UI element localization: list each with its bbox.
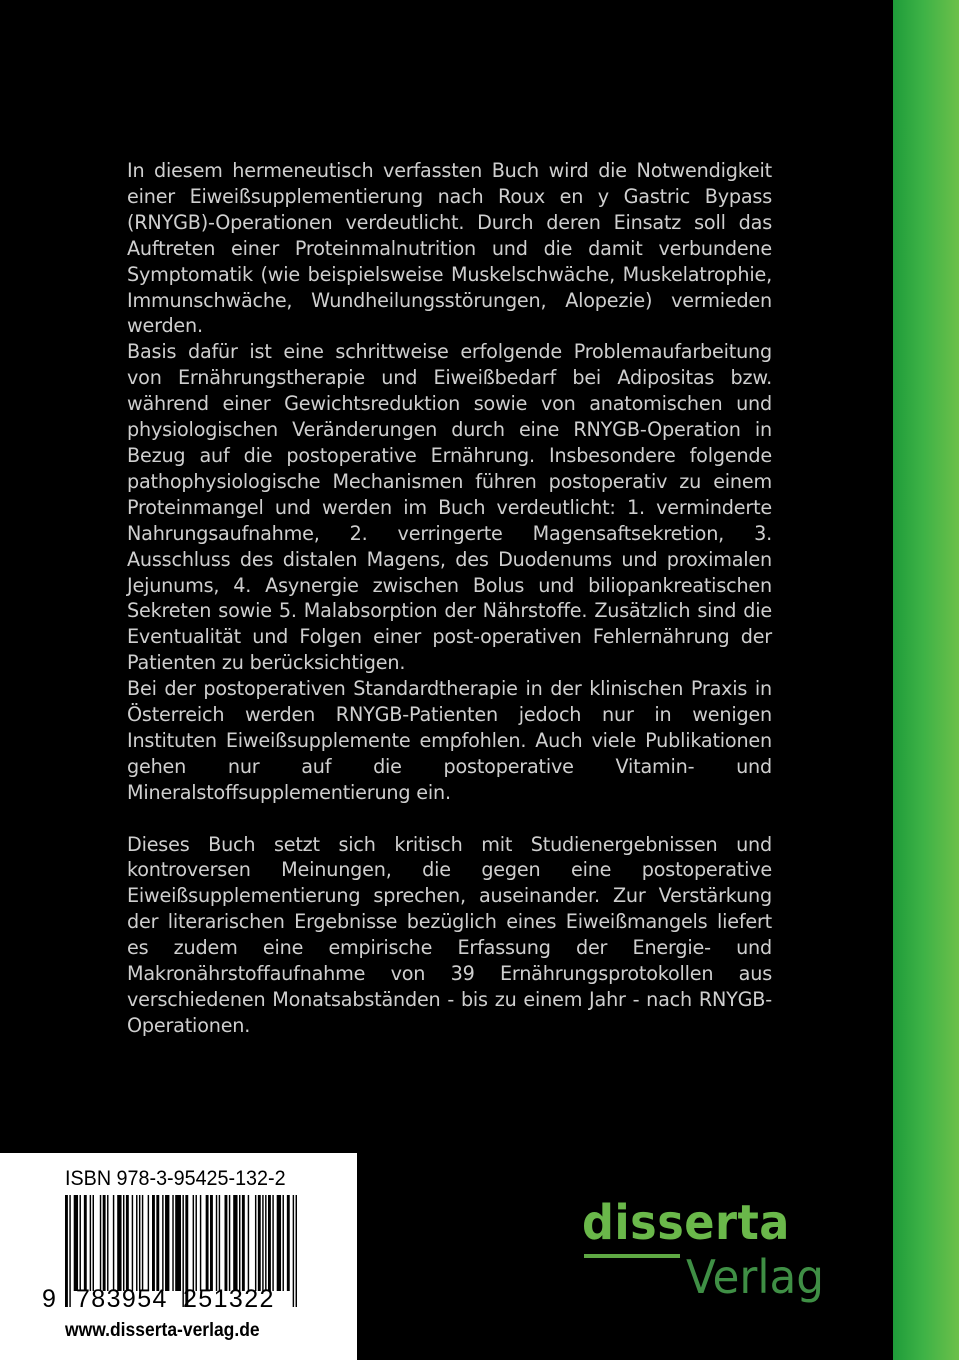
barcode-bar	[165, 1195, 169, 1291]
barcode-bar	[172, 1195, 173, 1291]
blurb-paragraph-4: Dieses Buch setzt sich kritisch mit Studienergebnissen und kontroversen Meinungen, die gegen eine postoperative Eiweißsupplementierung sprechen, auseinander. Zur Verstärkung der literarischen Ergebnisse bezüglich eines Eiweißmangels liefert es zudem eine empirische Erfassung der Energie- und Makronährstoffaufnahme von 39 Ernährungsprotokollen aus verschiedenen Monatsabständen - bis zu einem Jahr - nach RNYGB-Operationen.	[127, 832, 772, 1037]
barcode-bar	[242, 1195, 245, 1291]
barcode-bar	[258, 1195, 261, 1291]
back-cover-blurb	[127, 158, 772, 1039]
barcode-digits-left: 783954	[76, 1285, 168, 1313]
barcode-bar	[126, 1195, 129, 1291]
barcode-bar	[100, 1195, 101, 1291]
barcode-bar	[272, 1195, 273, 1291]
barcode-bar	[193, 1195, 194, 1291]
barcode-bar	[148, 1195, 149, 1291]
publisher-logo	[582, 1195, 842, 1315]
barcode-bar	[65, 1195, 68, 1307]
logo-underline	[584, 1254, 680, 1258]
barcode-bar	[296, 1195, 297, 1307]
barcode-bar	[225, 1195, 228, 1291]
barcode-bar	[113, 1195, 114, 1291]
barcode-bar	[90, 1195, 91, 1291]
barcode-bar	[139, 1195, 140, 1291]
barcode-bar	[132, 1195, 133, 1291]
barcode-bar	[156, 1195, 159, 1291]
barcode-bar	[229, 1195, 230, 1291]
barcode-bar	[293, 1195, 294, 1307]
barcode-bar	[74, 1195, 78, 1291]
barcode-bar	[136, 1195, 137, 1291]
barcode-digit-first: 9	[42, 1285, 56, 1313]
barcode-bar	[162, 1195, 163, 1291]
barcode-bar	[233, 1195, 237, 1291]
barcode-bar	[206, 1195, 209, 1291]
barcode-bar	[268, 1195, 271, 1291]
barcode-digits-right: 251322	[183, 1285, 275, 1313]
barcode-bar	[200, 1195, 201, 1291]
barcode-bar	[255, 1195, 256, 1291]
barcode-bar	[152, 1195, 155, 1291]
barcode-bar	[107, 1195, 108, 1291]
barcode-bar	[69, 1195, 70, 1307]
barcode-bar	[123, 1195, 124, 1291]
barcode-bar	[80, 1195, 81, 1291]
logo-wordmark-disserta: disserta	[582, 1195, 790, 1251]
barcode-bar	[283, 1195, 284, 1291]
barcode-bar	[196, 1195, 197, 1291]
blurb-paragraph-2: Basis dafür ist eine schrittweise erfolgende Problemaufarbeitung von Ernährungstherapie und Eiweißbedarf bei Adipositas bzw. während einer Gewichtsreduktion sowie von anatomischen und physiologischen Veränderungen durch eine RNYGB-Operation in Bezug auf die postoperative Ernährung. Insbesondere folgende pathophysiologische Mechanismen führen postoperativ zu einem Proteinmangel und werden im Buch verdeutlicht: 1. verminderte Nahrungsaufnahme, 2. verringerte Magensaftsekretion, 3. Ausschluss des distalen Magens, des Duodenums und proximalen Jejunums, 4. Asynergie zwischen Bolus und biliopankreatischen Sekreten sowie 5. Malabsorption der Nährstoffe. Zusätzlich sind die Eventualität und Folgen einer post-operativen Fehlernährung der Patienten zu berücksichtigen.	[127, 340, 772, 675]
barcode-bar	[262, 1195, 263, 1291]
blurb-paragraph-1: In diesem hermeneutisch verfassten Buch wird die Notwendigkeit einer Eiweißsupplementierung nach Roux en y Gastric Bypass (RNYGB)-Operationen verdeutlicht. Durch deren Einsatz soll das Auftreten einer Proteinmalnutrition und die damit verbundene Symptomatik (wie beispielsweise Muskelschwäche, Muskelatrophie, Immunschwäche, Wundheilungsstörungen, Alopezie) vermieden werden.	[127, 159, 772, 338]
barcode-bar	[287, 1195, 290, 1291]
barcode-bar	[142, 1195, 143, 1291]
barcode-bar	[239, 1195, 240, 1291]
blurb-paragraph-3: Bei der postoperativen Standardtherapie in der klinischen Praxis in Österreich werden RNYGB-Patienten jedoch nur in wenigen Instituten Eiweißsupplemente empfohlen. Auch viele Publikationen gehen nur auf die postoperative Vitamin- und Mineralstoffsupplementierung ein.	[127, 677, 772, 804]
barcode-bar	[117, 1195, 121, 1291]
barcode-bar	[93, 1195, 94, 1291]
logo-wordmark-verlag: Verlag	[686, 1250, 825, 1304]
barcode-bar	[248, 1195, 249, 1291]
barcode-bar	[103, 1195, 106, 1291]
publisher-url: www.disserta-verlag.de	[65, 1320, 260, 1341]
barcode-bar	[277, 1195, 281, 1291]
barcode-bar	[175, 1195, 181, 1291]
barcode-bar	[210, 1195, 213, 1291]
barcode-bar	[216, 1195, 217, 1291]
barcode-bar	[84, 1195, 87, 1291]
barcode-bar	[265, 1195, 266, 1291]
barcode-panel	[0, 1153, 357, 1360]
barcode-bar	[219, 1195, 220, 1291]
spine-stripe	[893, 0, 959, 1360]
isbn-label: ISBN 978-3-95425-132-2	[65, 1167, 286, 1190]
